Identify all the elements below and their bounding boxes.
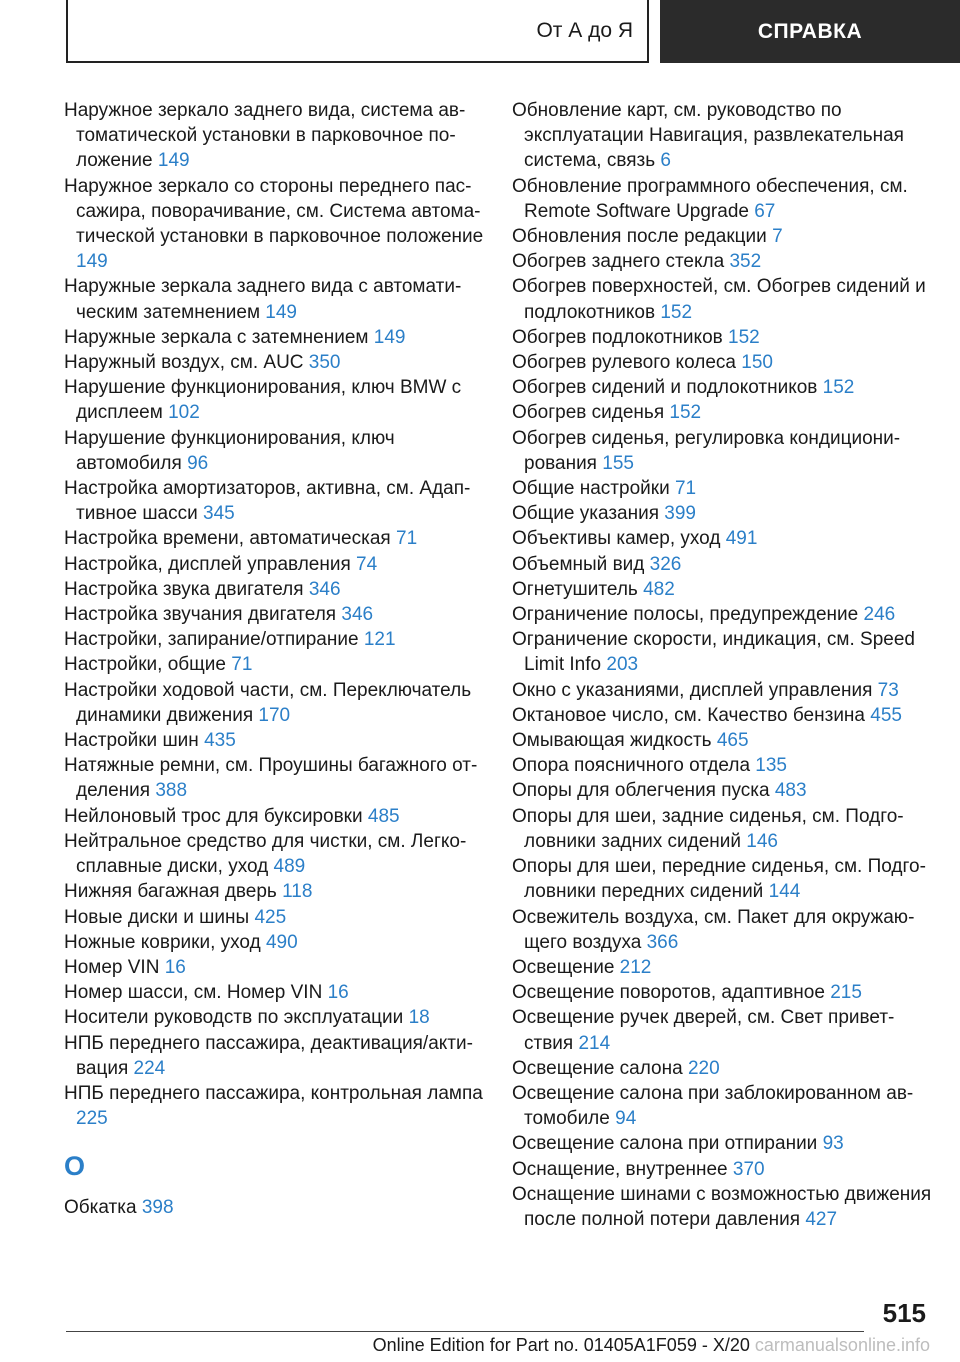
index-entry xyxy=(512,728,932,753)
index-entry-term: НПБ переднего пассажира, деактивация/активация xyxy=(64,1032,473,1079)
index-entry xyxy=(512,854,932,904)
index-entry-term: Обогрев подлокотников xyxy=(512,326,723,348)
footer xyxy=(0,1335,960,1356)
index-entry-page-link[interactable]: 203 xyxy=(606,654,639,676)
index-entry-term: Обогрев сиденья, регулировка кондиционирования xyxy=(512,427,901,474)
header-chapter-label: СПРАВКА xyxy=(757,19,863,43)
index-entry-term: Настройка времени, автоматическая xyxy=(64,528,391,550)
index-entry-term: Настройка звучания двигателя xyxy=(64,604,337,626)
index-entry-term: Освещение салона xyxy=(512,1057,683,1079)
index-entry-page-link[interactable]: 94 xyxy=(615,1108,637,1130)
index-entry xyxy=(512,1157,932,1182)
index-column-left xyxy=(64,98,484,1221)
index-entry-term: Ножные коврики, уход xyxy=(64,931,261,953)
index-entry-term: Объективы камер, уход xyxy=(512,528,721,550)
index-entry xyxy=(512,1182,932,1232)
index-entry-page-link[interactable]: 435 xyxy=(204,730,236,752)
index-entry-page-link[interactable]: 425 xyxy=(254,906,287,928)
index-entry xyxy=(512,1131,932,1156)
index-entry-page-link[interactable]: 366 xyxy=(646,931,679,953)
index-entry xyxy=(512,526,932,551)
index-entry-page-link[interactable]: 152 xyxy=(660,301,693,323)
index-entry-page-link[interactable]: 155 xyxy=(602,452,634,474)
index-entry-term: Общие настройки xyxy=(512,478,670,500)
index-entry-term: Окно с указаниями, дисплей управления xyxy=(512,679,873,701)
index-entry-page-link[interactable]: 71 xyxy=(674,478,697,500)
index-entry-page-link[interactable]: 150 xyxy=(741,352,773,374)
index-entry-term: Общие указания xyxy=(512,503,660,525)
index-entry-page-link[interactable]: 74 xyxy=(356,553,378,575)
index-entry-term: Нарушение функционирования, ключ BMW с дисплеем xyxy=(64,377,462,424)
index-entry-term: Настройка, дисплей управления xyxy=(64,553,351,575)
index-entry-page-link[interactable]: 489 xyxy=(273,856,306,878)
index-entry xyxy=(512,426,932,476)
index-entry-term: Освещение салона при заблокированном автомобиле xyxy=(512,1082,914,1130)
index-entry-term: Обогрев поверхностей, см. Обогрев сидений и подлокотников xyxy=(512,276,926,323)
index-entry xyxy=(64,325,484,350)
index-entry-term: Обкатка xyxy=(64,1197,137,1219)
index-entry-page-link[interactable]: 73 xyxy=(877,679,899,701)
index-entry xyxy=(64,526,484,551)
index-entry xyxy=(512,678,932,703)
index-entry-term: Омывающая жидкость xyxy=(512,730,712,752)
index-entry-page-link[interactable]: 346 xyxy=(308,578,341,600)
index-entry-page-link[interactable]: 485 xyxy=(367,805,400,827)
index-entry xyxy=(64,930,484,955)
index-entry xyxy=(512,249,932,274)
index-entry xyxy=(64,577,484,602)
index-entry-page-link[interactable]: 246 xyxy=(863,604,896,626)
index-entry xyxy=(512,703,932,728)
index-list-right xyxy=(512,98,932,1232)
index-entry xyxy=(64,980,484,1005)
index-entry xyxy=(512,753,932,778)
index-entry-page-link[interactable]: 220 xyxy=(687,1057,720,1079)
index-entry-term: Настройки шин xyxy=(64,730,199,752)
index-entry-term: Ограничение полосы, предупреждение xyxy=(512,604,859,626)
index-entry xyxy=(512,1056,932,1081)
index-entry xyxy=(64,1195,484,1220)
header-section-label: От А до Я xyxy=(536,18,633,42)
index-entry-term: Новые диски и шины xyxy=(64,906,250,928)
index-entry-page-link[interactable]: 152 xyxy=(822,377,855,399)
index-entry-page-link[interactable]: 18 xyxy=(408,1007,430,1029)
index-entry-page-link[interactable]: 352 xyxy=(729,251,762,273)
index-entry-term: Обновление карт, см. руководство по эксплуатации Навигация, развлекательная система, связь xyxy=(512,100,904,172)
index-entry xyxy=(512,375,932,400)
index-entry xyxy=(512,627,932,677)
index-entry xyxy=(512,224,932,249)
index-entry xyxy=(64,804,484,829)
index-entry-term: Номер шасси, см. Номер VIN xyxy=(64,982,323,1004)
index-entry xyxy=(512,476,932,501)
index-entry-term: Натяжные ремни, см. Проушины багажного отделения xyxy=(64,755,478,802)
index-entry xyxy=(512,174,932,224)
index-entry-page-link[interactable]: 491 xyxy=(725,528,758,550)
index-entry-term: Нарушение функционирования, ключ автомобиля xyxy=(64,427,395,474)
index-entry xyxy=(64,602,484,627)
index-entry xyxy=(512,1005,932,1055)
index-entry-page-link[interactable]: 149 xyxy=(373,326,406,348)
index-entry xyxy=(64,350,484,375)
index-entry-term: Объемный вид xyxy=(512,553,645,575)
index-entry-term: Наружное зеркало со стороны переднего пассажира, поворачивание, см. Система автоматической установки в парковочное положение xyxy=(64,175,484,248)
index-entry-term: Наружный воздух, см. AUC xyxy=(64,352,304,374)
index-entry-term: Опоры для шеи, передние сиденья, см. Подголовники передних сидений xyxy=(512,856,926,903)
index-entry-page-link[interactable]: 225 xyxy=(76,1108,108,1130)
index-entry-term: Обновления после редакции xyxy=(512,226,767,248)
index-entry-page-link[interactable]: 152 xyxy=(669,402,702,424)
footer-edition: Online Edition for Part no. 01405A1F059 - X/20 xyxy=(372,1335,750,1355)
section-letter: О xyxy=(64,1151,86,1182)
index-entry-page-link[interactable]: 214 xyxy=(578,1032,611,1054)
index-entry xyxy=(64,476,484,526)
index-entry xyxy=(512,350,932,375)
index-entry xyxy=(64,1005,484,1030)
index-entry-term: Огнетушитель xyxy=(512,578,638,600)
index-entry-term: Обогрев заднего стекла xyxy=(512,251,725,273)
index-entry-page-link[interactable]: 93 xyxy=(822,1133,844,1155)
index-entry-page-link[interactable]: 7 xyxy=(772,226,783,248)
index-entry-page-link[interactable]: 67 xyxy=(754,200,776,222)
index-entry-term: Носители руководств по эксплуатации xyxy=(64,1007,404,1029)
index-entry xyxy=(64,955,484,980)
page-number: 515 xyxy=(882,1298,926,1328)
index-entry-page-link[interactable]: 170 xyxy=(258,704,291,726)
index-entry-page-link[interactable]: 465 xyxy=(716,730,749,752)
index-entry xyxy=(512,400,932,425)
index-entry xyxy=(512,98,932,174)
index-entry-term: Освещение поворотов, адаптивное xyxy=(512,982,825,1004)
index-entry-page-link[interactable]: 455 xyxy=(870,704,902,726)
index-entry-page-link[interactable]: 149 xyxy=(157,150,190,172)
index-entry-term: Обогрев сиденья xyxy=(512,402,665,424)
index-entry-term: Освещение xyxy=(512,956,615,978)
index-entry-term: Опоры для шеи, задние сиденья, см. Подголовники задних сидений xyxy=(512,805,904,852)
index-entry xyxy=(512,980,932,1005)
index-entry-term: Оснащение, внутреннее xyxy=(512,1158,728,1180)
index-entry-page-link[interactable]: 102 xyxy=(168,402,200,424)
index-entry-page-link[interactable]: 490 xyxy=(265,931,298,953)
index-entry-term: Наружные зеркала заднего вида с автоматическим затемнением xyxy=(64,276,462,323)
index-entry-term: Настройка амортизаторов, активна, см. Адаптивное шасси xyxy=(64,478,471,525)
index-entry-page-link[interactable]: 215 xyxy=(830,982,862,1004)
index-entry xyxy=(64,728,484,753)
index-entry-page-link[interactable]: 152 xyxy=(728,326,760,348)
index-entry-term: НПБ переднего пассажира, контрольная лампа xyxy=(64,1082,483,1104)
index-entry-term: Нейлоновый трос для буксировки xyxy=(64,805,363,827)
index-entry-page-link[interactable]: 398 xyxy=(141,1197,174,1219)
index-entry xyxy=(512,602,932,627)
index-entry xyxy=(64,678,484,728)
index-entry xyxy=(64,829,484,879)
index-entry xyxy=(64,1031,484,1081)
index-entry-page-link[interactable]: 212 xyxy=(619,956,652,978)
index-entry-page-link[interactable]: 118 xyxy=(282,881,313,903)
index-entry xyxy=(512,1081,932,1131)
index-entry-page-link[interactable]: 149 xyxy=(76,251,108,273)
index-entry-term: Опоры для облегчения пуска xyxy=(512,780,770,802)
index-entry-page-link[interactable]: 121 xyxy=(363,629,396,651)
index-entry-term: Октановое число, см. Качество бензина xyxy=(512,704,865,726)
index-entry-term: Нижняя багажная дверь xyxy=(64,881,277,903)
index-entry xyxy=(64,426,484,476)
index-entry xyxy=(64,753,484,803)
index-entry xyxy=(64,174,484,275)
index-entry-page-link[interactable]: 370 xyxy=(732,1158,765,1180)
index-entry xyxy=(512,778,932,803)
index-entry-term: Обогрев рулевого колеса xyxy=(512,352,736,374)
index-entry-page-link[interactable]: 16 xyxy=(327,982,349,1004)
index-entry-page-link[interactable]: 146 xyxy=(746,830,778,852)
index-entry-page-link[interactable]: 16 xyxy=(164,956,186,978)
index-entry xyxy=(64,627,484,652)
index-entry-term: Обновление программного обеспечения, см. Remote Software Upgrade xyxy=(512,175,908,222)
index-entry-term: Оснащение шинами с возможностью движения после полной потери давления xyxy=(512,1183,932,1230)
index-entry-term: Настройки, общие xyxy=(64,654,226,676)
footer-divider xyxy=(66,1331,864,1332)
index-entry-page-link[interactable]: 149 xyxy=(265,301,297,323)
index-list-left xyxy=(64,98,484,1131)
index-entry-page-link[interactable]: 427 xyxy=(805,1208,838,1230)
index-entry-page-link[interactable]: 399 xyxy=(664,503,696,525)
index-column-right xyxy=(512,98,932,1232)
index-entry xyxy=(64,1081,484,1131)
index-entry xyxy=(64,552,484,577)
index-entry xyxy=(64,274,484,324)
index-entry-term: Освещение ручек дверей, см. Свет приветствия xyxy=(512,1007,895,1054)
index-entry-page-link[interactable]: 346 xyxy=(341,604,374,626)
index-entry xyxy=(512,577,932,602)
index-entry-page-link[interactable]: 345 xyxy=(203,503,235,525)
index-entry xyxy=(64,905,484,930)
index-entry-term: Опора поясничного отдела xyxy=(512,755,751,777)
index-entry xyxy=(512,552,932,577)
index-entry xyxy=(512,325,932,350)
index-entry-term: Обогрев сидений и подлокотников xyxy=(512,377,818,399)
index-entry xyxy=(64,879,484,904)
index-entry-page-link[interactable]: 350 xyxy=(308,352,341,374)
index-entry xyxy=(512,955,932,980)
index-entry xyxy=(512,905,932,955)
index-entry-term: Освежитель воздуха, см. Пакет для окружающего воздуха xyxy=(512,906,915,953)
index-entry-page-link[interactable]: 135 xyxy=(755,755,787,777)
index-entry-page-link[interactable]: 326 xyxy=(649,553,682,575)
index-entry-term: Наружное зеркало заднего вида, система автоматической установки в парковочное положение xyxy=(64,100,466,172)
index-entry-term: Настройки, запирание/отпирание xyxy=(64,629,359,651)
index-entry-page-link[interactable]: 6 xyxy=(660,150,671,172)
index-entry-term: Номер VIN xyxy=(64,956,160,978)
index-entry-term: Освещение салона при отпирании xyxy=(512,1133,818,1155)
index-entry-page-link[interactable]: 483 xyxy=(774,780,807,802)
index-entry-term: Наружные зеркала с затемнением xyxy=(64,326,369,348)
index-entry xyxy=(64,652,484,677)
header-chapter-tab xyxy=(660,0,960,63)
index-entry-term: Настройка звука двигателя xyxy=(64,578,304,600)
index-entry xyxy=(512,804,932,854)
index-list-section xyxy=(64,1195,484,1220)
index-entry xyxy=(64,98,484,174)
index-entry-term: Нейтральное средство для чистки, см. Легкосплавные диски, уход xyxy=(64,830,467,878)
footer-watermark: carmanualsonline.info xyxy=(754,1335,930,1355)
index-entry-term: Настройки ходовой части, см. Переключатель динамики движения xyxy=(64,679,472,726)
index-entry xyxy=(512,501,932,526)
index-entry-term: Ограничение скорости, индикация, см. Speed Limit Info xyxy=(512,629,915,676)
index-entry-page-link[interactable]: 144 xyxy=(768,881,801,903)
index-entry-page-link[interactable]: 71 xyxy=(396,528,418,550)
header-section-tab xyxy=(66,0,649,63)
index-entry-page-link[interactable]: 388 xyxy=(155,780,188,802)
index-entry-page-link[interactable]: 71 xyxy=(231,654,253,676)
index-entry xyxy=(512,274,932,324)
index-entry xyxy=(64,375,484,425)
index-entry-page-link[interactable]: 96 xyxy=(187,452,209,474)
index-entry-page-link[interactable]: 224 xyxy=(133,1057,166,1079)
index-entry-page-link[interactable]: 482 xyxy=(643,578,675,600)
